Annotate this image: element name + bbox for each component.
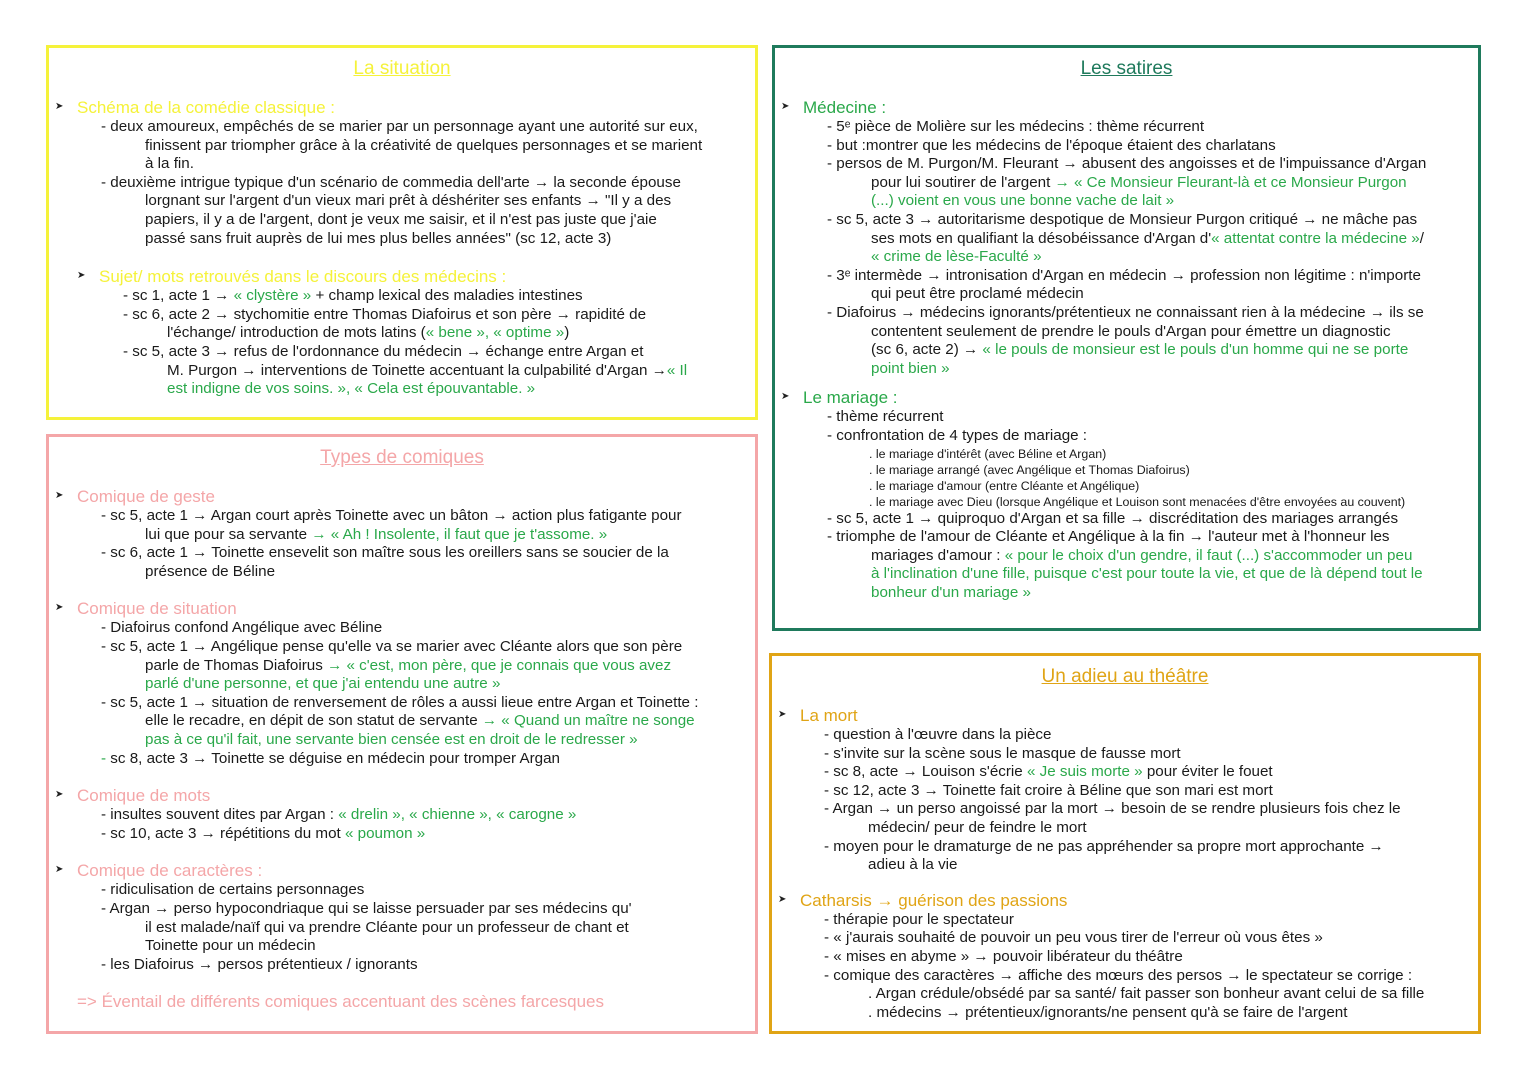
medecine-section [779, 98, 1474, 378]
text-line: Toinette pour un médecin [145, 937, 316, 955]
text-line: présence de Béline [145, 562, 276, 580]
text-line: - Argan → un perso angoissé par la mort → besoin de se rendre plusieurs fois chez le [824, 800, 1401, 818]
adieu-title: Un adieu au théâtre [1041, 666, 1209, 687]
section-heading: Le mariage : [803, 388, 898, 408]
satires-title: Les satires [1080, 58, 1173, 79]
bullet-icon: ➤ [781, 101, 790, 112]
bullet-icon: ➤ [55, 864, 64, 876]
text-line: pour lui soutirer de l'argent → « Ce Monsieur Fleurant-là et ce Monsieur Purgon [871, 173, 1407, 191]
bullet-icon: ➤ [781, 391, 790, 403]
text-line: contentent seulement de prendre le pouls d'Argan pour émettre un diagnostic [871, 322, 1391, 340]
types-comiques-title: Types de comiques [320, 447, 484, 468]
text-line: parle de Thomas Diafoirus → « c'est, mon père, que je connais que vous avez [145, 656, 672, 674]
mort-section [776, 706, 1474, 875]
bullet-icon: ➤ [55, 602, 64, 614]
text-line: - s'invite sur la scène sous le masque de fausse mort [824, 744, 1181, 762]
text-line: - deuxième intrigue typique d'un scénario de commedia dell'arte → la seconde épouse [101, 173, 681, 191]
text-line: - sc 6, acte 2 → stychomitie entre Thomas Diafoirus et son père → rapidité de [123, 305, 647, 323]
text-line: - sc 5, acte 1 → quiproquo d'Argan et sa fille → discréditation des mariages arrangés [827, 509, 1399, 527]
situation-title: La situation [353, 58, 451, 79]
text-line: . Argan crédule/obsédé par sa santé/ fait passer son bonheur avant celui de sa fille [868, 985, 1425, 1003]
text-line: . médecins → prétentieux/ignorants/ne pensent qu'à se faire de l'argent [868, 1003, 1348, 1021]
text-line: adieu à la vie [868, 856, 958, 874]
text-line: - sc 6, acte 1 → Toinette ensevelit son maître sous les oreillers sans se soucier de la [101, 544, 669, 562]
text-line: - Argan → perso hypocondriaque qui se laisse persuader par ses médecins qu' [101, 899, 632, 917]
text-line: l'échange/ introduction de mots latins (« bene », « optime ») [167, 324, 570, 342]
text-line: ses mots en qualifiant la désobéissance d'Argan d'« attentat contre la médecine »/ [871, 229, 1424, 247]
mariage-type: . le mariage d'intérêt (avec Béline et Argan) [869, 446, 1107, 461]
text-line: - Diafoirus → médecins ignorants/prétentieux ne connaissant rien à la médecine → ils se [827, 303, 1424, 321]
text-line: - moyen pour le dramaturge de ne pas appréhender sa propre mort approchante → [824, 837, 1384, 855]
comique-situation-section [53, 599, 751, 768]
text-line: « crime de lèse-Faculté » [871, 248, 1042, 266]
text-line: - 5ᵉ pièce de Molière sur les médecins : thème récurrent [827, 118, 1205, 135]
conclusion: => Éventail de différents comiques accentuant des scènes farcesques [77, 992, 605, 1012]
text-line: - confrontation de 4 types de mariage : [827, 426, 1088, 444]
text-line: - comique des caractères → affiche des mœurs des persos → le spectateur se corrige : [824, 966, 1413, 984]
text-line: - persos de M. Purgon/M. Fleurant → abusent des angoisses et de l'impuissance d'Argan [827, 155, 1427, 173]
section-heading: Médecine : [803, 98, 887, 117]
text-line: lui que pour sa servante → « Ah ! Insolente, il faut que je t'assome. » [145, 525, 608, 543]
text-line: papiers, il y a de l'argent, dont je veux me saisir, et il n'est pas juste que j'aie [145, 210, 657, 228]
text-line: il est malade/naïf qui va prendre Cléante pour un professeur de chant et [145, 918, 629, 936]
bullet-icon: ➤ [77, 270, 86, 282]
section-heading: Sujet/ mots retrouvés dans le discours des médecins : [99, 267, 507, 287]
situation-box [46, 45, 758, 420]
text-line: (sc 6, acte 2) → « le pouls de monsieur est le pouls d'un homme qui ne se porte [871, 341, 1409, 359]
section-heading: Comique de situation [77, 599, 237, 619]
bullet-icon: ➤ [778, 893, 787, 905]
text-line: médecin/ peur de feindre le mort [868, 818, 1087, 836]
bullet-icon: ➤ [55, 789, 64, 801]
text-line: - Diafoirus confond Angélique avec Béline [101, 619, 383, 637]
mots-medecins-section [75, 267, 751, 399]
satires-box [772, 45, 1481, 631]
text-line: est indigne de vos soins. », « Cela est épouvantable. » [167, 380, 536, 398]
text-line: - sc 12, acte 3 → Toinette fait croire à Béline que son mari est mort [824, 781, 1273, 799]
mariage-type: . le mariage arrangé (avec Angélique et Thomas Diafoirus) [869, 462, 1190, 477]
text-line: pas à ce qu'il fait, une servante bien censée est en droit de le redresser » [145, 730, 638, 748]
section-heading: Comique de caractères : [77, 861, 263, 881]
text-line: - sc 5, acte 3 → autoritarisme despotique de Monsieur Purgon critiqué → ne mâche pas [827, 210, 1418, 228]
text-line: - insultes souvent dites par Argan : « drelin », « chienne », « carogne » [101, 806, 577, 824]
text-line: qui peut être proclamé médecin [871, 285, 1084, 303]
text-line: bonheur d'un mariage » [871, 583, 1031, 601]
mariage-type: . le mariage avec Dieu (lorsque Angélique et Louison sont menacées d'être envoyées au couvent) [869, 494, 1406, 509]
text-line: - question à l'œuvre dans la pièce [824, 726, 1052, 743]
section-heading: Comique de geste [77, 487, 215, 506]
text-line: - sc 10, acte 3 → répétitions du mot « poumon » [101, 824, 426, 842]
section-heading: Schéma de la comédie classique : [77, 98, 335, 117]
text-line: - sc 8, acte → Louison s'écrie « Je suis morte » pour éviter le fouet [824, 763, 1273, 781]
bullet-icon: ➤ [778, 709, 787, 720]
text-line: - les Diafoirus → persos prétentieux / ignorants [101, 955, 418, 973]
text-line: (...) voient en vous une bonne vache de lait » [871, 192, 1175, 210]
text-line: parlé d'une personne, et que j'ai entendu une autre » [145, 675, 501, 693]
text-line: - sc 8, acte 3 → Toinette se déguise en médecin pour tromper Argan [101, 749, 560, 767]
comique-geste-section [53, 487, 751, 581]
comique-caracteres-section [53, 861, 751, 974]
catharsis-section [776, 891, 1474, 1023]
text-line: - triomphe de l'amour de Cléante et Angélique à la fin → l'auteur met à l'honneur les [827, 528, 1390, 546]
text-line: point bien » [871, 359, 950, 377]
text-line: à l'inclination d'une fille, puisque c'est pour toute la vie, et que de là dépend tout le [871, 565, 1423, 583]
comique-mots-section [53, 786, 751, 843]
mariage-type: . le mariage d'amour (entre Cléante et Angélique) [869, 478, 1140, 493]
mariage-section [779, 388, 1474, 602]
text-line: - thème récurrent [827, 408, 944, 426]
bullet-icon: ➤ [55, 101, 64, 112]
text-line: - « j'aurais souhaité de pouvoir un peu vous tirer de l'erreur où vous êtes » [824, 929, 1323, 947]
text-line: - sc 5, acte 1 → situation de renversement de rôles a aussi lieue entre Argan et Toinette : [101, 693, 699, 711]
text-line: - but :montrer que les médecins de l'époque étaient des charlatans [827, 136, 1276, 154]
text-line: - sc 5, acte 3 → refus de l'ordonnance du médecin → échange entre Argan et [123, 342, 644, 360]
text-line: - ridiculisation de certains personnages [101, 881, 365, 899]
comedie-classique-section [53, 98, 751, 248]
types-comiques-box [46, 434, 758, 1034]
section-heading: La mort [800, 706, 858, 725]
text-line: finissent par triompher grâce à la créativité de quelques personnages et se marient [145, 136, 703, 154]
text-line: - sc 5, acte 1 → Argan court après Toinette avec un bâton → action plus fatigante pour [101, 507, 682, 524]
text-line: passé sans fruit auprès de lui mes plus belles années" (sc 12, acte 3) [145, 229, 612, 247]
text-line: - sc 1, acte 1 → « clystère » + champ lexical des maladies intestines [123, 287, 583, 305]
text-line: lorgnant sur l'argent d'un vieux mari prêt à déshériter ses enfants → "Il y a des [145, 192, 672, 210]
text-line: elle le recadre, en dépit de son statut de servante → « Quand un maître ne songe [145, 712, 695, 730]
text-line: - deux amoureux, empêchés de se marier par un personnage ayant une autorité sur eux, [101, 118, 698, 135]
section-heading: Comique de mots [77, 786, 211, 806]
text-line: - 3ᵉ intermède → intronisation d'Argan en médecin → profession non légitime : n'importe [827, 266, 1421, 284]
bullet-icon: ➤ [55, 490, 64, 501]
text-line: à la fin. [145, 155, 194, 173]
adieu-box [769, 653, 1481, 1034]
text-line: - sc 5, acte 1 → Angélique pense qu'elle va se marier avec Cléante alors que son père [101, 637, 683, 655]
text-line: M. Purgon → interventions de Toinette accentuant la culpabilité d'Argan →« Il [167, 361, 688, 379]
text-line: - « mises en abyme » → pouvoir libérateur du théâtre [824, 947, 1183, 965]
text-line: mariages d'amour : « pour le choix d'un gendre, il faut (...) s'accommoder un peu [871, 546, 1413, 564]
section-heading: Catharsis → guérison des passions [800, 890, 1068, 910]
text-line: - thérapie pour le spectateur [824, 910, 1014, 928]
